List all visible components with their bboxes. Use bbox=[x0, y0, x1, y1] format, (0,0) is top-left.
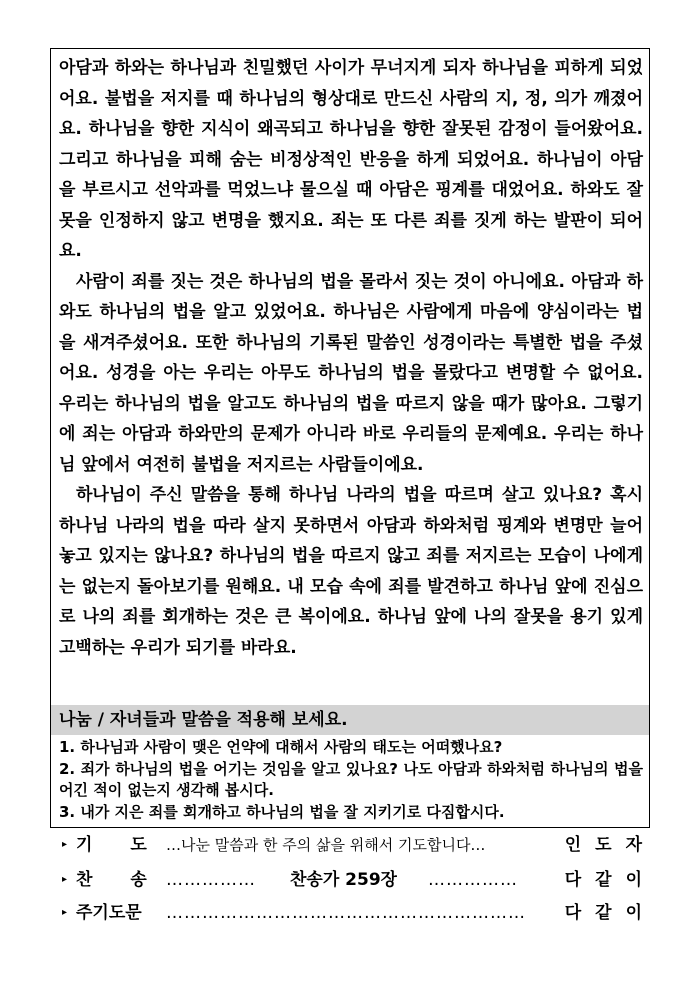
prayer-content: …나눈 말씀과 한 주의 삶을 위해서 기도합니다… bbox=[166, 836, 486, 854]
triangle-bullet-icon: ▸ bbox=[62, 874, 68, 885]
order-hymn bbox=[62, 865, 656, 895]
closing-prayer-label: 주기도문 bbox=[76, 903, 142, 923]
prayer-label: 기도 bbox=[76, 835, 185, 855]
question-3: 3. 내가 지은 죄를 회개하고 하나님의 법을 잘 지키기로 다짐합시다. bbox=[59, 802, 505, 821]
paragraph-3: 하나님이 주신 말씀을 통해 하나님 나라의 법을 따르며 살고 있나요? 혹시 하나님 나라의 법을 따라 살지 못하면서 아담과 하와처럼 핑계와 변명만 늘어놓고 있지는 않나요? 하나님의 법을 따르지 않고 죄를 저지르는 모습이 나에게는 없는지 돌아보기를 원해요. 내 모습 속에 죄를 발견하고 하나님 앞에 진심으로 나의 죄를 회개하는 것은 큰 복이에요. 하나님 앞에 나의 잘못을 용기 있게 고백하는 우리가 되기를 바라요. bbox=[59, 485, 643, 658]
closing-prayer-leader: 다같이 bbox=[564, 903, 656, 923]
devotion-box bbox=[50, 48, 650, 828]
paragraph-1: 아담과 하와는 하나님과 친밀했던 사이가 무너지게 되자 하나님을 피하게 되었어요. 불법을 저지를 때 하나님의 형상대로 만드신 사람의 지, 정, 의가 깨졌어요. 하나님을 향한 지식이 왜곡되고 하나님을 향한 잘못된 감정이 들어왔어요. 그리고 하나님을 피해 숨는 비정상적인 반응을 하게 되었어요. 하나님이 아담을 부르시고 선악과를 먹었느냐 물으실 때 아담은 핑계를 대었어요. 하와도 잘못을 인정하지 않고 변명을 했지요. 죄는 또 다른 죄를 짓게 하는 발판이 되어요. bbox=[59, 58, 643, 261]
hymn-number: 찬송가 259장 bbox=[290, 870, 398, 890]
question-2: 2. 죄가 하나님의 법을 어기는 것임을 알고 있나요? 나도 아담과 하와처럼 하나님의 법을 어긴 적이 없는지 생각해 봅시다. bbox=[59, 759, 643, 799]
hymn-label: 찬송 bbox=[76, 870, 185, 890]
triangle-bullet-icon: ▸ bbox=[62, 839, 68, 850]
hymn-dots-right: …………… bbox=[428, 870, 518, 890]
order-prayer bbox=[62, 830, 656, 860]
order-closing-prayer bbox=[62, 898, 656, 928]
hymn-leader: 다같이 bbox=[564, 870, 656, 890]
question-1: 1. 하나님과 사람이 맺은 언약에 대해서 사람의 태도는 어떠했나요? bbox=[59, 738, 503, 756]
share-header: 나눔 / 자녀들과 말씀을 적용해 보세요. bbox=[51, 705, 649, 735]
hymn-dots-left: …………… bbox=[166, 870, 256, 890]
prayer-leader: 인도자 bbox=[564, 835, 656, 855]
closing-prayer-dots: …………………………………………………… bbox=[166, 903, 526, 923]
share-questions bbox=[59, 737, 643, 823]
devotion-body bbox=[59, 53, 643, 663]
paragraph-2: 사람이 죄를 짓는 것은 하나님의 법을 몰라서 짓는 것이 아니에요. 아담과 하와도 하나님의 법을 알고 있었어요. 하나님은 사람에게 마음에 양심이라는 법을 새겨주셨어요. 또한 하나님의 기록된 말씀인 성경이라는 특별한 법을 주셨어요. 성경을 아는 우리는 아무도 하나님의 법을 몰랐다고 변명할 수 없어요. 우리는 하나님의 법을 알고도 하나님의 법을 따르지 않을 때가 많아요. 그렇기에 죄는 아담과 하와만의 문제가 아니라 바로 우리들의 문제예요. 우리는 하나님 앞에서 여전히 불법을 저지르는 사람들이에요. bbox=[59, 271, 643, 475]
triangle-bullet-icon: ▸ bbox=[62, 907, 68, 918]
